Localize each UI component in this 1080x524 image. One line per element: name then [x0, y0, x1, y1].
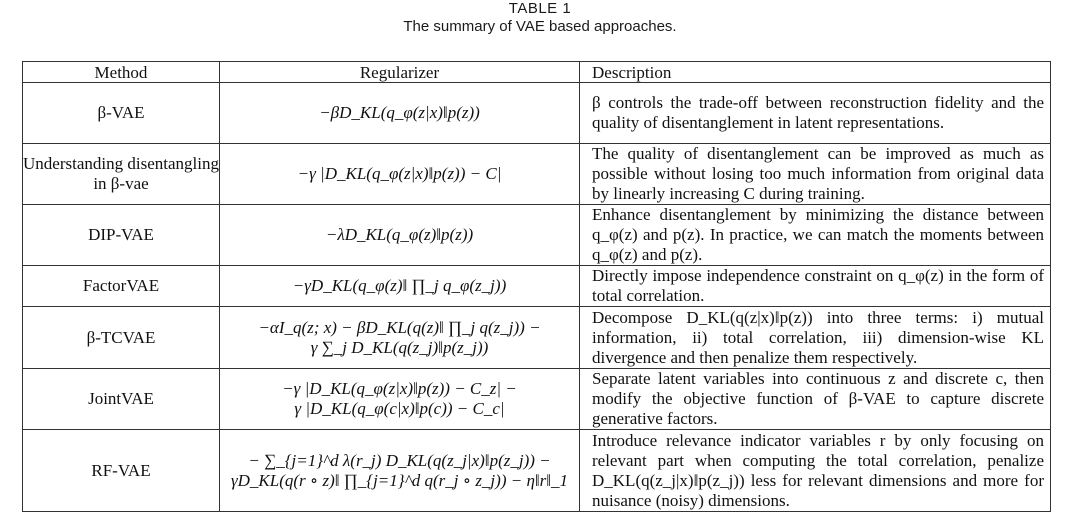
regularizer-line: γ |D_KL(q_φ(c|x)‖p(c)) − C_c| [294, 399, 505, 418]
table-row [23, 430, 1051, 512]
header-regularizer: Regularizer [220, 62, 580, 83]
description-cell: Introduce relevance indicator variables r by only focusing on relevant part when computing the total correlation, penalize D_KL(q(z_j|x)‖p(z_j)) less for relevant dimensions and more for nuisance (noisy) dimensions. [580, 430, 1051, 512]
table-label: TABLE 1 [508, 0, 572, 17]
regularizer-line: −γ |D_KL(q_φ(z|x)‖p(z)) − C_z| − [282, 379, 517, 398]
table-row [23, 369, 1051, 430]
regularizer-line: − ∑_{j=1}^d λ(r_j) D_KL(q(z_j|x)‖p(z_j)) − [248, 450, 551, 470]
regularizer-line: −γ |D_KL(q_φ(z|x)‖p(z)) − C| [297, 164, 502, 183]
table-row [23, 266, 1051, 307]
table-header-row [23, 62, 1051, 83]
regularizer-line: γ ∑_j D_KL(q(z_j)‖p(z_j)) [310, 337, 489, 357]
table-row [23, 83, 1051, 144]
description-cell: Separate latent variables into continuous z and discrete c, then modify the objective function of β-VAE to capture discrete generative factors. [580, 369, 1051, 430]
regularizer-cell [220, 83, 580, 144]
regularizer-cell [220, 430, 580, 512]
table-row [23, 205, 1051, 266]
header-description: Description [580, 62, 1051, 83]
regularizer-line: −βD_KL(q_φ(z|x)‖p(z)) [319, 103, 480, 122]
method-cell: DIP-VAE [23, 205, 220, 266]
method-cell: FactorVAE [23, 266, 220, 307]
method-cell: β-VAE [23, 83, 220, 144]
regularizer-cell [220, 369, 580, 430]
regularizer-cell [220, 205, 580, 266]
description-cell: Decompose D_KL(q(z|x)‖p(z)) into three terms: i) mutual information, ii) total correlation, iii) dimension-wise KL divergence and then penalize them respectively. [580, 307, 1051, 369]
regularizer-line: −γD_KL(q_φ(z)‖ ∏_j q_φ(z_j)) [292, 276, 507, 295]
regularizer-line: γD_KL(q(r ∘ z)‖ ∏_{j=1}^d q(r_j ∘ z_j)) − η‖r‖_1 [230, 470, 569, 490]
method-cell: JointVAE [23, 369, 220, 430]
method-cell: RF-VAE [23, 430, 220, 512]
regularizer-cell [220, 144, 580, 205]
regularizer-cell [220, 307, 580, 369]
description-cell: Directly impose independence constraint on q_φ(z) in the form of total correlation. [580, 266, 1051, 307]
regularizer-line: −λD_KL(q_φ(z)‖p(z)) [325, 225, 474, 244]
table-row [23, 307, 1051, 369]
method-cell: Understanding disentangling in β-vae [23, 144, 220, 205]
table-row [23, 144, 1051, 205]
regularizer-cell [220, 266, 580, 307]
description-cell: The quality of disentanglement can be improved as much as possible without losing too much information from original data by linearly increasing C during training. [580, 144, 1051, 205]
vae-summary-table [22, 61, 1051, 512]
description-cell: β controls the trade-off between reconstruction fidelity and the quality of disentanglement in latent representations. [580, 83, 1051, 144]
description-cell: Enhance disentanglement by minimizing the distance between q_φ(z) and p(z). In practice, we can match the moments between q_φ(z) and p(z). [580, 205, 1051, 266]
method-cell: β-TCVAE [23, 307, 220, 369]
regularizer-line: −αI_q(z; x) − βD_KL(q(z)‖ ∏_j q(z_j)) − [258, 317, 541, 337]
table-caption: The summary of VAE based approaches. [403, 18, 677, 35]
header-method: Method [23, 62, 220, 83]
